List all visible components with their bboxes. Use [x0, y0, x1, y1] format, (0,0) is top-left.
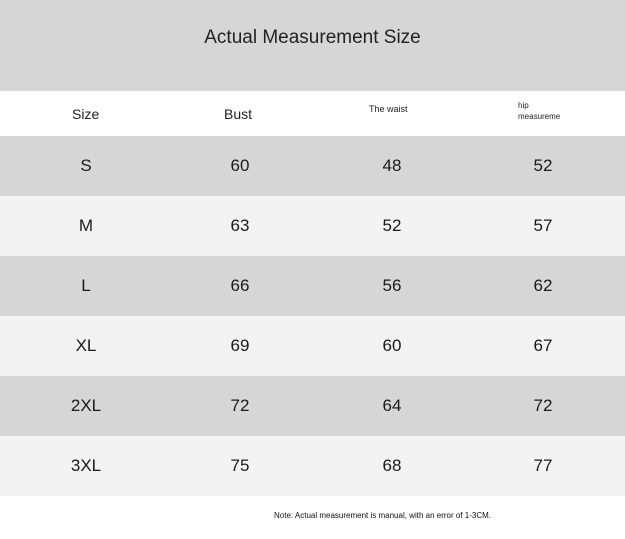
- header-waist: The waist: [369, 104, 408, 114]
- table-header: [0, 91, 625, 136]
- cell-bust: 72: [230, 396, 250, 415]
- header-bust: Bust: [224, 106, 253, 122]
- cell-waist: 52: [382, 216, 402, 235]
- page-title: Actual Measurement Size: [204, 27, 421, 48]
- header-hip: [518, 100, 560, 122]
- table-row: [0, 316, 625, 376]
- cell-size: S: [80, 156, 92, 175]
- table-row: [0, 196, 625, 256]
- cell-bust: 60: [230, 156, 250, 175]
- footnote: Note: Actual measurement is manual, with an error of 1-3CM.: [274, 511, 491, 520]
- size-table-body: [0, 136, 625, 496]
- table-row: [0, 436, 625, 496]
- cell-size: XL: [75, 336, 97, 355]
- cell-hip: 72: [533, 396, 553, 415]
- header-hip-line1: hip: [518, 101, 529, 110]
- cell-waist: 56: [382, 276, 402, 295]
- cell-waist: 60: [382, 336, 402, 355]
- cell-waist: 64: [382, 396, 402, 415]
- cell-hip: 52: [533, 156, 553, 175]
- cell-bust: 66: [230, 276, 250, 295]
- cell-waist: 48: [382, 156, 402, 175]
- header-hip-line2: measureme: [518, 112, 560, 121]
- table-row: [0, 256, 625, 316]
- cell-size: 3XL: [70, 456, 102, 475]
- cell-size: M: [78, 216, 94, 235]
- cell-bust: 69: [230, 336, 250, 355]
- cell-waist: 68: [382, 456, 402, 475]
- header-size: Size: [72, 106, 100, 122]
- cell-hip: 77: [533, 456, 553, 475]
- cell-bust: 63: [230, 216, 250, 235]
- cell-size: 2XL: [70, 396, 102, 415]
- cell-hip: 62: [533, 276, 553, 295]
- table-row: [0, 376, 625, 436]
- cell-hip: 67: [533, 336, 553, 355]
- table-row: [0, 136, 625, 196]
- cell-bust: 75: [230, 456, 250, 475]
- cell-hip: 57: [533, 216, 553, 235]
- cell-size: L: [81, 276, 91, 295]
